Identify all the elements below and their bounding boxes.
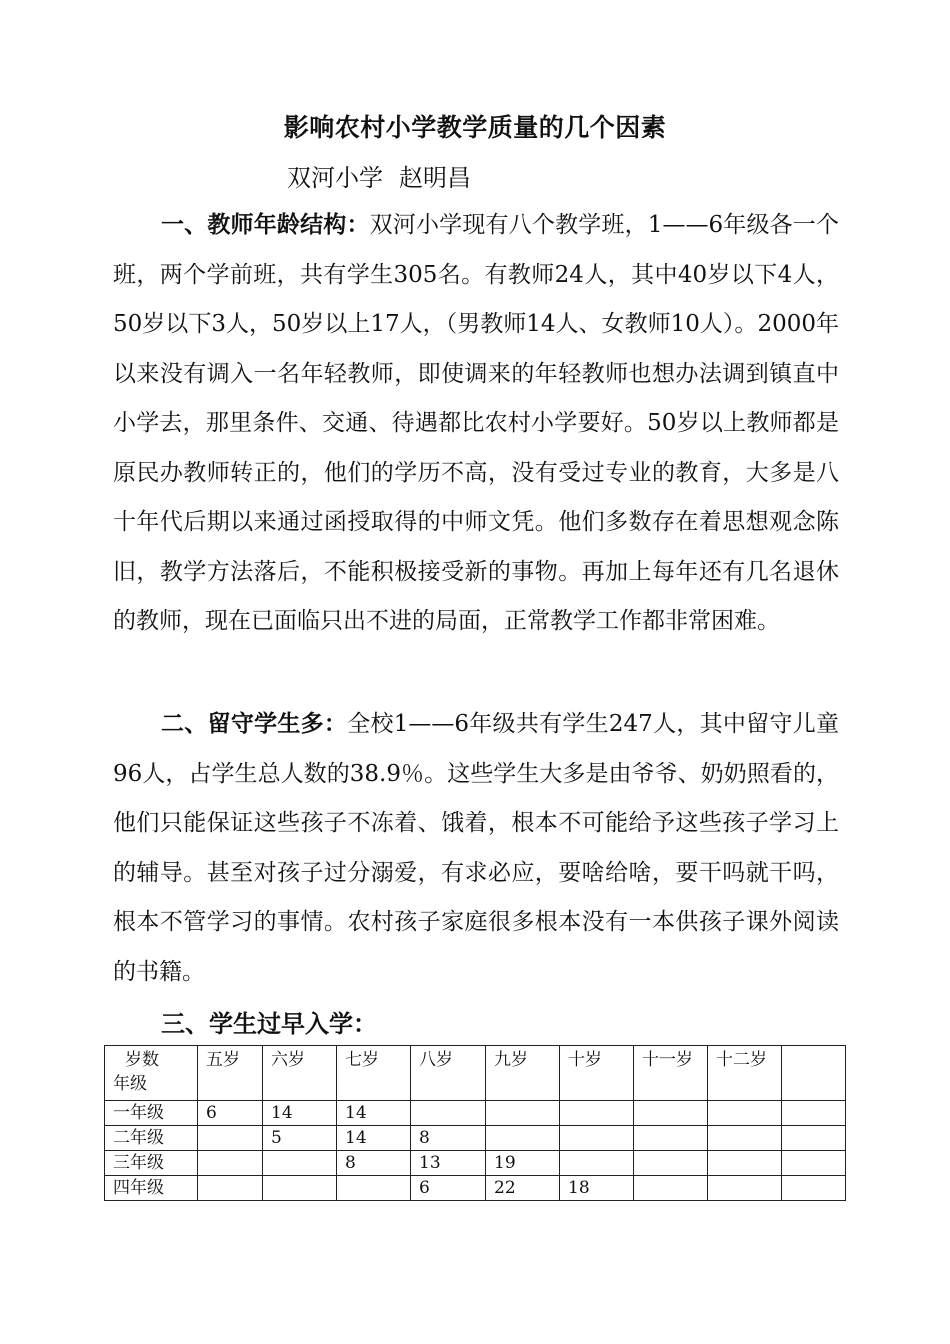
table-cell	[634, 1101, 708, 1126]
table-cell	[782, 1151, 846, 1176]
section-heading: 一、教师年龄结构：	[161, 211, 370, 238]
table-column-header: 十一岁	[634, 1046, 708, 1101]
table-row	[105, 1151, 846, 1176]
table-cell	[411, 1101, 486, 1126]
table-cell: 8	[411, 1126, 486, 1151]
table-cell	[560, 1101, 634, 1126]
table-cell	[198, 1151, 263, 1176]
row-grade-label: 四年级	[105, 1176, 198, 1201]
table-cell	[560, 1151, 634, 1176]
table-column-header	[782, 1046, 846, 1101]
table-column-header: 十岁	[560, 1046, 634, 1101]
table-cell	[634, 1126, 708, 1151]
table-cell: 6	[411, 1176, 486, 1201]
section-body: 双河小学现有八个教学班，1——6年级各一个班，两个学前班，共有学生305名。有教师24人，其中40岁以下4人，50岁以下3人，50岁以上17人，（男教师14人、女教师10人）。2000年以来没有调入一名年轻教师，即使调来的年轻教师也想办法调到镇直中小学去，那里条件、交通、待遇都比农村小学要好。50岁以上教师都是原民办教师转正的，他们的学历不高，没有受过专业的教育，大多是八十年代后期以来通过函授取得的中师文凭。他们多数存在着思想观念陈旧，教学方法落后，不能积极接受新的事物。再加上每年还有几名退休的教师，现在已面临只出不进的局面，正常教学工作都非常困难。	[113, 212, 839, 634]
row-grade-label: 二年级	[105, 1126, 198, 1151]
age-grade-table	[104, 1045, 846, 1201]
table-cell	[708, 1176, 782, 1201]
table-column-header: 五岁	[198, 1046, 263, 1101]
section-early-enrollment-heading: 三、学生过早入学：	[161, 1009, 377, 1038]
table-cell: 5	[263, 1126, 337, 1151]
table-cell	[708, 1101, 782, 1126]
table-cell	[486, 1126, 560, 1151]
table-cell	[337, 1176, 411, 1201]
table-column-header: 六岁	[263, 1046, 337, 1101]
row-grade-label: 三年级	[105, 1151, 198, 1176]
table-header-row	[105, 1046, 846, 1101]
table-cell	[634, 1176, 708, 1201]
table-row	[105, 1126, 846, 1151]
corner-age-label: 岁数	[125, 1050, 159, 1070]
table-column-header: 九岁	[486, 1046, 560, 1101]
table-cell	[634, 1151, 708, 1176]
table-cell: 8	[337, 1151, 411, 1176]
row-grade-label: 一年级	[105, 1101, 198, 1126]
table-cell: 13	[411, 1151, 486, 1176]
table-cell	[708, 1151, 782, 1176]
table-row	[105, 1101, 846, 1126]
document-title: 影响农村小学教学质量的几个因素	[283, 113, 667, 142]
table-cell: 14	[263, 1101, 337, 1126]
table-cell: 6	[198, 1101, 263, 1126]
table-cell: 22	[486, 1176, 560, 1201]
table-column-header: 十二岁	[708, 1046, 782, 1101]
author-name: 赵明昌	[399, 164, 471, 192]
table-cell	[782, 1126, 846, 1151]
section-left-behind	[113, 699, 839, 997]
table-cell: 19	[486, 1151, 560, 1176]
author-line	[287, 158, 487, 193]
corner-grade-label: 年级	[113, 1074, 147, 1094]
table-column-header: 七岁	[337, 1046, 411, 1101]
table-cell	[263, 1176, 337, 1201]
table-cell: 14	[337, 1101, 411, 1126]
table-cell	[782, 1101, 846, 1126]
table-cell	[486, 1101, 560, 1126]
table-cell	[198, 1176, 263, 1201]
section-teacher-age	[113, 200, 839, 647]
table-cell	[782, 1176, 846, 1201]
table-column-header: 八岁	[411, 1046, 486, 1101]
section-paragraph	[113, 200, 839, 647]
author-school: 双河小学	[287, 164, 383, 192]
table-cell: 18	[560, 1176, 634, 1201]
section-heading: 二、留守学生多：	[161, 710, 348, 737]
table-cell	[263, 1151, 337, 1176]
section-paragraph	[113, 699, 839, 997]
table-cell: 14	[337, 1126, 411, 1151]
table-row	[105, 1176, 846, 1201]
table-cell	[560, 1126, 634, 1151]
table-cell	[198, 1126, 263, 1151]
table-cell	[708, 1126, 782, 1151]
table-corner-cell	[105, 1046, 198, 1101]
section-body: 全校1——6年级共有学生247人，其中留守儿童96人，占学生总人数的38.9％。这些学生大多是由爷爷、奶奶照看的，他们只能保证这些孩子不冻着、饿着，根本不可能给予这些孩子学习上的辅导。甚至对孩子过分溺爱，有求必应，要啥给啥，要干吗就干吗，根本不管学习的事情。农村孩子家庭很多根本没有一本供孩子课外阅读的书籍。	[113, 711, 839, 985]
